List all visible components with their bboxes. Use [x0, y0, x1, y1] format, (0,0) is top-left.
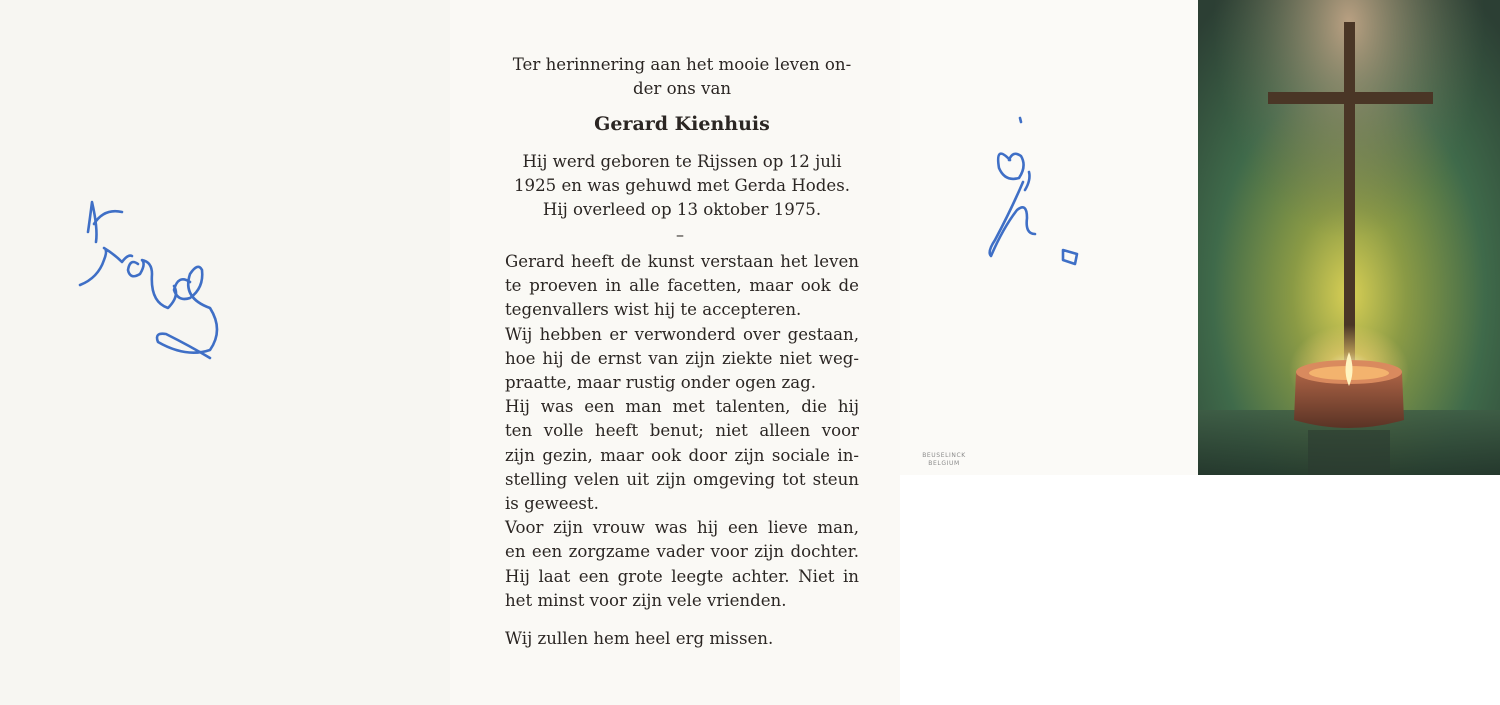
body-line: praatte, maar rustig onder ogen zag. [505, 373, 817, 393]
body-line: stelling velen uit zijn omgeving tot steun [505, 469, 859, 489]
body-line: tegenvallers wist hij te accepteren. [505, 300, 802, 320]
body-line: hoe hij de ernst van zijn ziekte niet weg- [505, 348, 859, 368]
body-line: Gerard heeft de kunst verstaan het leven [505, 252, 859, 271]
body-line: zijn gezin, maar ook door zijn sociale in- [505, 445, 859, 465]
cross-candle-photo [1198, 0, 1500, 475]
body-line: Voor zijn vrouw was hij een lieve man, [505, 518, 859, 538]
intro-text [505, 53, 859, 101]
printer-country: BELGIUM [928, 460, 960, 467]
handwritten-signature-right [965, 110, 1095, 280]
body-line: en een zorgzame vader voor zijn dochter. [505, 542, 859, 562]
birth-line: 1925 en was gehuwd met Gerda Hodes. [513, 176, 851, 196]
body-line: is geweest. [505, 494, 599, 514]
birth-line: Hij overleed op 13 oktober 1975. [542, 200, 822, 220]
obituary-body [505, 250, 859, 613]
right-card-panel [900, 0, 1500, 705]
body-line: Hij was een man met talenten, die hij [505, 397, 859, 417]
closing-line: Wij zullen hem heel erg missen. [505, 629, 774, 648]
body-line: ten volle heeft benut; niet alleen voor [505, 421, 859, 441]
body-line: het minst voor zijn vele vrienden. [505, 590, 787, 610]
body-line: Wij hebben er verwonderd over gestaan, [505, 324, 859, 344]
birth-death-text [505, 150, 859, 223]
handwritten-signature-left [70, 190, 240, 380]
body-line: te proeven in alle facetten, maar ook de [505, 276, 859, 296]
intro-line: der ons van [632, 79, 732, 99]
printer-imprint [918, 452, 970, 468]
body-line: Hij laat een grote leegte achter. Niet in [505, 566, 859, 586]
intro-line: Ter herinnering aan het mooie leven on- [512, 55, 852, 74]
deceased-name: Gerard Kienhuis [594, 113, 770, 135]
cross-candle-illustration [1198, 0, 1500, 475]
printer-name: BEUSELINCK [922, 452, 966, 459]
separator-dash: – [676, 225, 684, 244]
birth-line: Hij werd geboren te Rijssen op 12 juli [522, 152, 842, 171]
